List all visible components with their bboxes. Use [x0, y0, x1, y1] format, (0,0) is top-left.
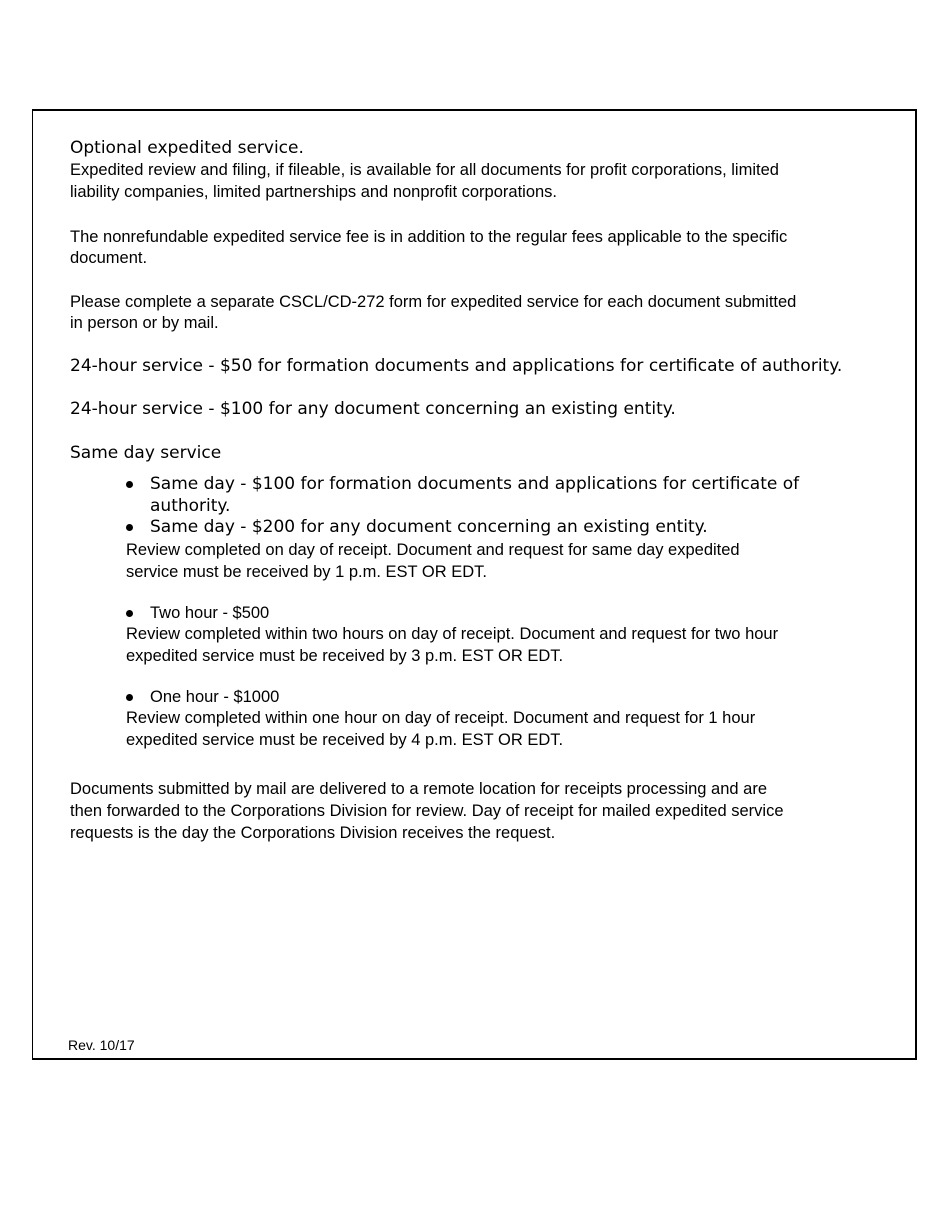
same-day-note-line-2: service must be received by 1 p.m. EST OR EDT.: [126, 563, 487, 581]
fee-note-line-2: document.: [70, 249, 148, 267]
fee-note-line-1: The nonrefundable expedited service fee is in addition to the regular fees applicable to the specific: [70, 228, 788, 246]
service-24h-existing: 24-hour service - $100 for any document concerning an existing entity.: [70, 399, 676, 419]
one-hour-note-line-2: expedited service must be received by 4 p.m. EST OR EDT.: [126, 731, 564, 749]
bullet-icon: [126, 610, 133, 617]
one-hour-note-line-1: Review completed within one hour on day of receipt. Document and request for 1 hour: [126, 709, 756, 727]
same-day-note-line-1: Review completed on day of receipt. Document and request for same day expedited: [126, 541, 740, 559]
mail-note-line-3: requests is the day the Corporations Division receives the request.: [70, 824, 556, 842]
bullet-icon: [126, 481, 133, 488]
service-24h-formation: 24-hour service - $50 for formation documents and applications for certificate of authority.: [70, 356, 843, 376]
form-note-line-1: Please complete a separate CSCL/CD-272 form for expedited service for each document submitted: [70, 293, 797, 311]
document-heading: Optional expedited service.: [70, 138, 304, 158]
document-frame: [32, 109, 917, 1060]
two-hour-note-line-1: Review completed within two hours on day of receipt. Document and request for two hour: [126, 625, 779, 643]
bullet-icon: [126, 694, 133, 701]
revision-label: Rev. 10/17: [68, 1037, 135, 1053]
bullet-icon: [126, 524, 133, 531]
mail-note-line-1: Documents submitted by mail are delivered to a remote location for receipts processing and are: [70, 780, 768, 798]
intro-line-2: liability companies, limited partnerships and nonprofit corporations.: [70, 183, 557, 201]
intro-line-1: Expedited review and filing, if fileable, is available for all documents for profit corporations, limited: [70, 161, 779, 179]
two-hour-note-line-2: expedited service must be received by 3 p.m. EST OR EDT.: [126, 647, 564, 665]
mail-note-line-2: then forwarded to the Corporations Division for review. Day of receipt for mailed expedited service: [70, 802, 784, 820]
same-day-heading: Same day service: [70, 443, 222, 463]
form-note-line-2: in person or by mail.: [70, 314, 219, 332]
